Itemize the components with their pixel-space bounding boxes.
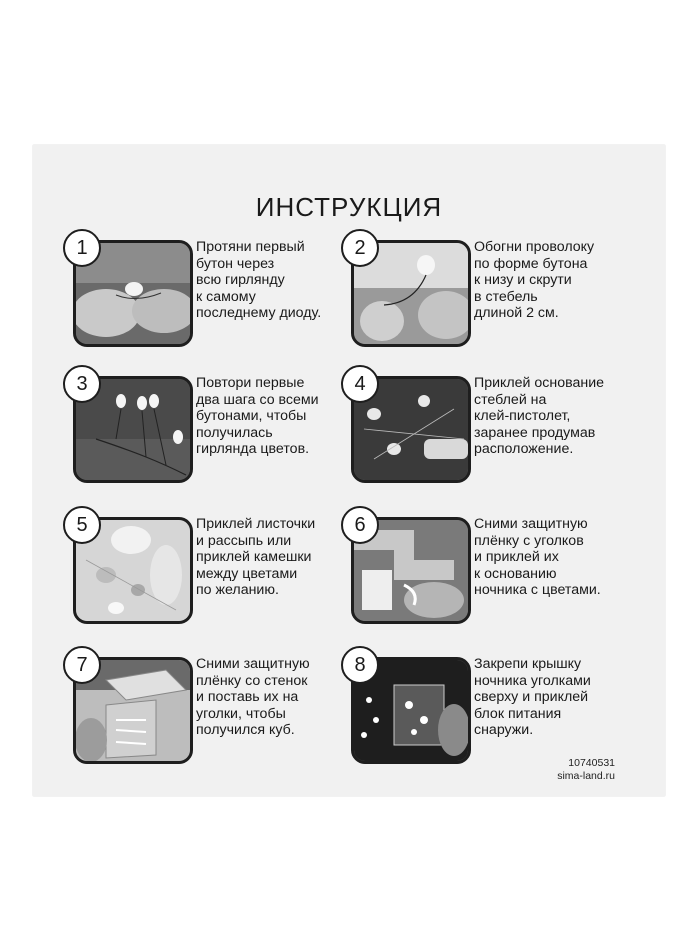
step-text: Сними защитную плёнку с уголков и приклей их к основанию ночника с цветами.: [474, 516, 601, 598]
instruction-card: [33, 145, 665, 796]
step-text: Приклей основание стеблей на клей-пистолет, заранее продумав расположение.: [474, 375, 605, 457]
step-text: Повтори первые два шага со всеми бутонами, чтобы получилась гирлянда цветов.: [196, 375, 319, 457]
step-number: 2: [341, 229, 379, 267]
step-text: Сними защитную плёнку со стенок и поставь их на уголки, чтобы получился куб.: [196, 656, 310, 738]
step-2: [341, 229, 641, 359]
step-number: 3: [63, 365, 101, 403]
site-url: sima-land.ru: [557, 770, 615, 782]
step-4: [341, 365, 641, 495]
step-number: 6: [341, 506, 379, 544]
step-6: [341, 506, 641, 636]
article-code: 10740531: [568, 757, 615, 769]
step-number: 5: [63, 506, 101, 544]
step-number: 4: [341, 365, 379, 403]
step-text: Приклей листочки и рассыпь или приклей камешки между цветами по желанию.: [196, 516, 316, 598]
step-3: [63, 365, 363, 495]
step-1: [63, 229, 363, 359]
step-number: 1: [63, 229, 101, 267]
step-text: Протяни первый бутон через всю гирлянду к самому последнему диоду.: [196, 239, 322, 321]
step-text: Закрепи крышку ночника уголками сверху и приклей блок питания снаружи.: [474, 656, 591, 738]
step-number: 8: [341, 646, 379, 684]
step-7: [63, 646, 363, 776]
step-text: Обогни проволоку по форме бутона к низу и скрути в стебель длиной 2 см.: [474, 239, 595, 321]
step-number: 7: [63, 646, 101, 684]
footer: [557, 757, 615, 783]
page-title: ИНСТРУКЦИЯ: [255, 192, 443, 222]
step-5: [63, 506, 363, 636]
